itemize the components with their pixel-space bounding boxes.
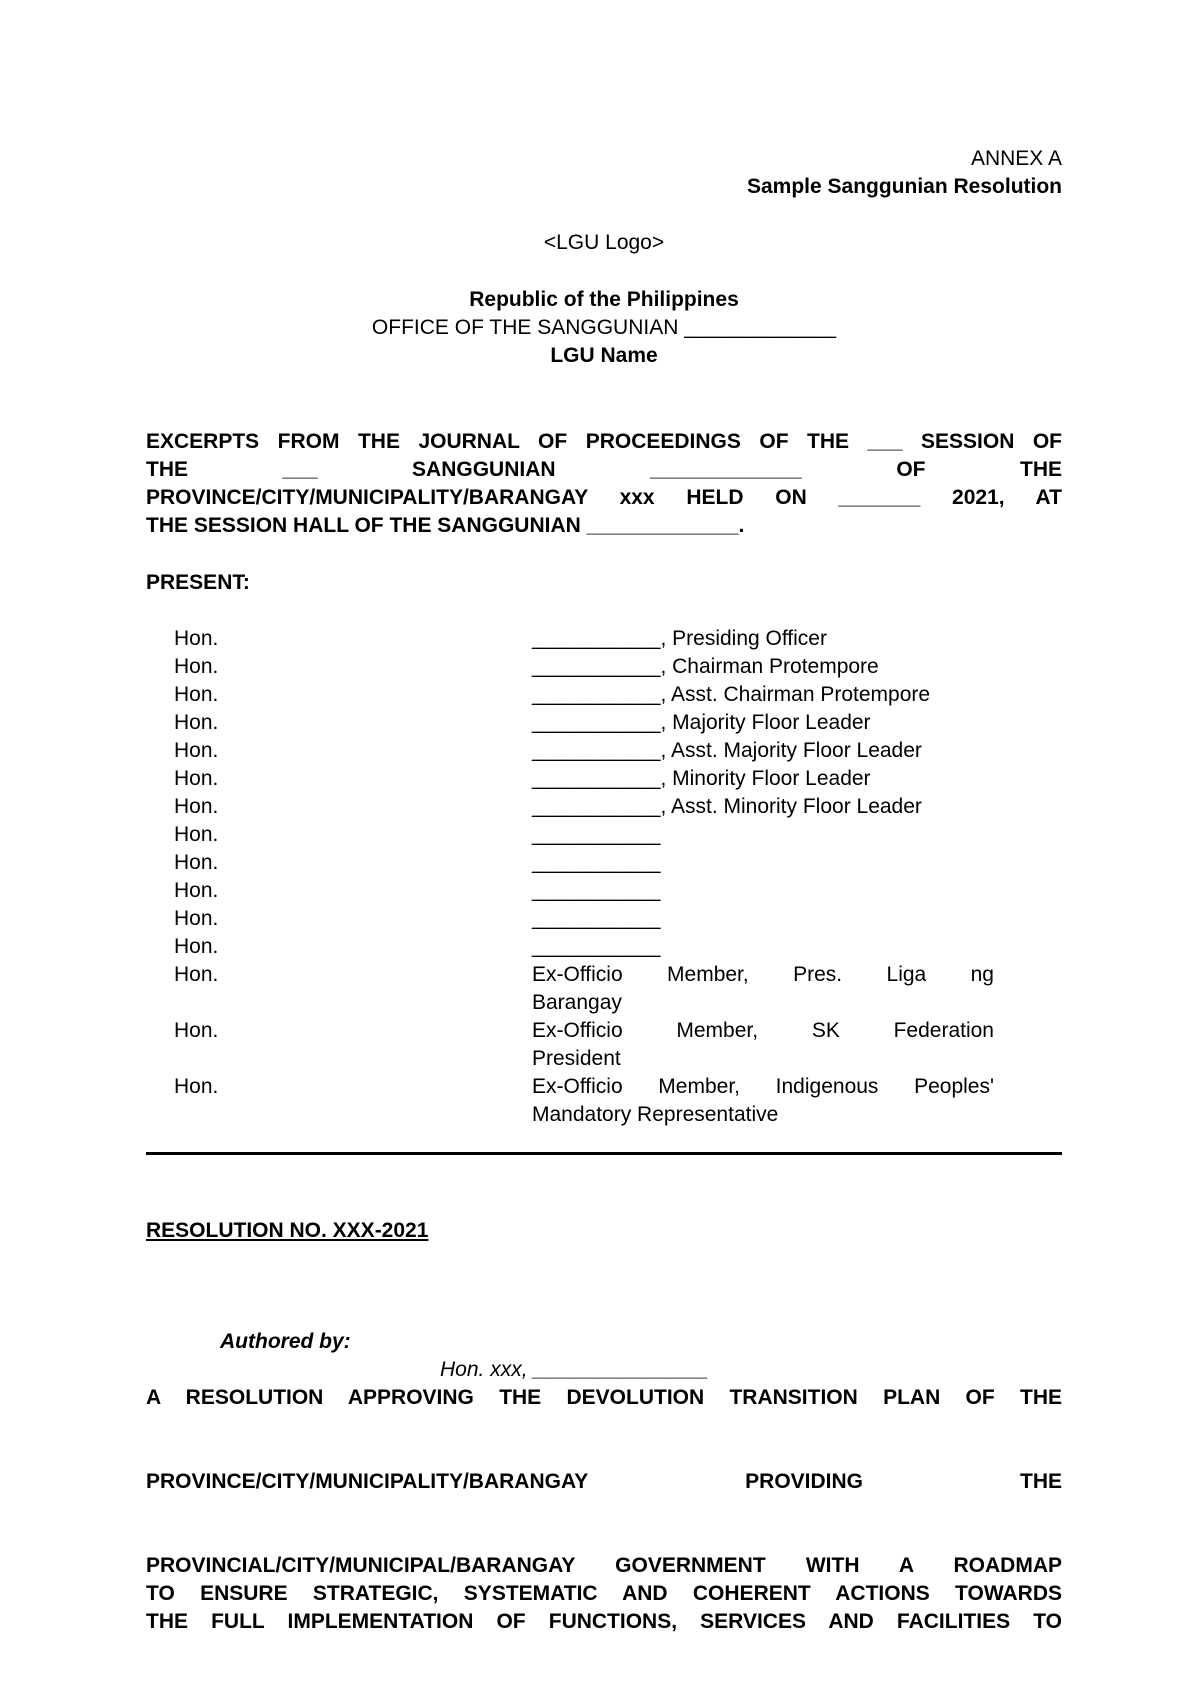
attendee-honorific: Hon. — [174, 655, 219, 678]
attendee-role: ___________, Asst. Minority Floor Leader — [532, 795, 922, 818]
ex-officio-role-line: Ex-Officio Member, Indigenous Peoples' — [532, 1075, 994, 1098]
attendee-honorific: Hon. — [174, 963, 219, 986]
attendee-role: ___________, Asst. Chairman Protempore — [532, 683, 931, 706]
attendee-role: ___________, Majority Floor Leader — [532, 711, 871, 734]
attendee-row — [146, 625, 1062, 653]
attendee-honorific: Hon. — [174, 907, 219, 930]
ex-officio-role-line: Ex-Officio Member, SK Federation — [532, 1019, 994, 1042]
excerpts-line: THE SESSION HALL OF THE SANGGUNIAN _____________. — [146, 514, 745, 537]
republic-heading: Republic of the Philippines — [469, 288, 739, 311]
attendee-role: ___________ — [532, 907, 661, 930]
excerpts-word: OF — [896, 458, 926, 481]
attendee-row — [146, 877, 1062, 905]
attendee-honorific: Hon. — [174, 935, 219, 958]
attendee-row — [146, 653, 1062, 681]
attendee-role: ___________ — [532, 823, 661, 846]
resolution-number: RESOLUTION NO. XXX-2021 — [146, 1219, 429, 1242]
authored-label: Authored by: — [220, 1330, 351, 1353]
annex-label: ANNEX A — [970, 147, 1062, 170]
attendee-honorific: Hon. — [174, 1075, 219, 1098]
attendee-honorific: Hon. — [174, 711, 219, 734]
resolution-title-word: PROVINCE/CITY/MUNICIPALITY/BARANGAY — [146, 1470, 589, 1493]
attendee-list — [146, 625, 1062, 1129]
ex-officio-role-line: Mandatory Representative — [532, 1103, 779, 1126]
attendee-row — [146, 905, 1062, 933]
attendee-row — [146, 849, 1062, 877]
excerpts-word: THE — [1020, 458, 1062, 481]
authored-value: Hon. xxx, _______________ — [440, 1358, 709, 1381]
present-label: PRESENT: — [146, 571, 250, 594]
ex-officio-row — [146, 961, 1062, 1017]
attendee-row — [146, 709, 1062, 737]
excerpts-line: EXCERPTS FROM THE JOURNAL OF PROCEEDINGS OF THE ___ SESSION OF — [146, 430, 1062, 453]
resolution-title-word: PROVIDING — [745, 1470, 864, 1493]
excerpts-word: ___ — [282, 458, 318, 481]
excerpts-word: SANGGUNIAN — [412, 458, 556, 481]
attendee-row — [146, 821, 1062, 849]
lgu-name: LGU Name — [550, 344, 658, 367]
resolution-title-line: A RESOLUTION APPROVING THE DEVOLUTION TRANSITION PLAN OF THE — [146, 1386, 1062, 1409]
ex-officio-role — [532, 961, 994, 1017]
lgu-logo-placeholder: <LGU Logo> — [543, 231, 665, 254]
attendee-honorific: Hon. — [174, 739, 219, 762]
resolution-title — [146, 1384, 1062, 1636]
ex-officio-role — [532, 1073, 994, 1129]
attendee-role: ___________, Minority Floor Leader — [532, 767, 871, 790]
resolution-title-line: PROVINCIAL/CITY/MUNICIPAL/BARANGAY GOVERNMENT WITH A ROADMAP — [146, 1554, 1062, 1577]
excerpts-line — [146, 456, 1062, 484]
attendee-role: ___________, Chairman Protempore — [532, 655, 879, 678]
resolution-title-word: THE — [1020, 1470, 1062, 1493]
ex-officio-role-line: Barangay — [532, 991, 622, 1014]
excerpts-word: THE — [146, 458, 188, 481]
attendee-honorific: Hon. — [174, 879, 219, 902]
attendee-honorific: Hon. — [174, 627, 219, 650]
attendee-role: ___________ — [532, 851, 661, 874]
attendee-honorific: Hon. — [174, 851, 219, 874]
office-heading: OFFICE OF THE SANGGUNIAN _____________ — [371, 316, 837, 339]
document-subtitle: Sample Sanggunian Resolution — [746, 175, 1062, 198]
ex-officio-role-line: President — [532, 1047, 621, 1070]
attendee-role: ___________ — [532, 879, 661, 902]
attendee-role: ___________ — [532, 935, 661, 958]
resolution-title-line — [146, 1412, 1062, 1552]
attendee-row — [146, 793, 1062, 821]
ex-officio-role-line: Ex-Officio Member, Pres. Liga ng — [532, 963, 994, 986]
attendee-honorific: Hon. — [174, 1019, 219, 1042]
ex-officio-row — [146, 1073, 1062, 1129]
attendee-role: ___________, Asst. Majority Floor Leader — [532, 739, 922, 762]
attendee-row — [146, 737, 1062, 765]
excerpts-word: _____________ — [650, 458, 802, 481]
attendee-row — [146, 681, 1062, 709]
resolution-title-line: THE FULL IMPLEMENTATION OF FUNCTIONS, SERVICES AND FACILITIES TO — [146, 1610, 1062, 1633]
attendee-role: ___________, Presiding Officer — [532, 627, 827, 650]
attendee-honorific: Hon. — [174, 795, 219, 818]
attendee-row — [146, 933, 1062, 961]
excerpts-paragraph — [146, 428, 1062, 540]
excerpts-line: PROVINCE/CITY/MUNICIPALITY/BARANGAY xxx HELD ON _______ 2021, AT — [146, 486, 1062, 509]
ex-officio-row — [146, 1017, 1062, 1073]
section-divider — [146, 1152, 1062, 1155]
attendee-row — [146, 765, 1062, 793]
attendee-honorific: Hon. — [174, 767, 219, 790]
attendee-honorific: Hon. — [174, 823, 219, 846]
attendee-honorific: Hon. — [174, 683, 219, 706]
resolution-title-line: TO ENSURE STRATEGIC, SYSTEMATIC AND COHERENT ACTIONS TOWARDS — [146, 1582, 1062, 1605]
ex-officio-role — [532, 1017, 994, 1073]
